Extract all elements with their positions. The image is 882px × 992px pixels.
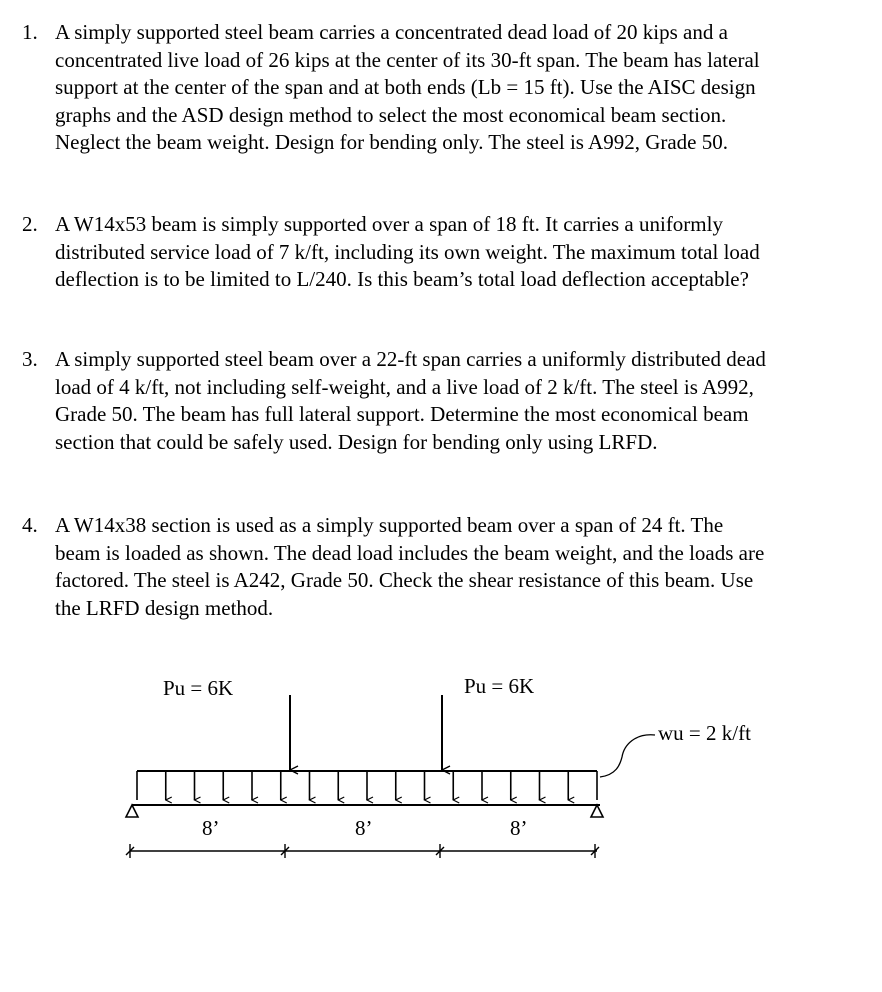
problem-number: 1. [22,20,38,44]
left-support-icon [126,805,138,817]
problem-text: A W14x53 beam is simply supported over a span of 18 ft. It carries a uniformly distributed service load of 7 k/ft, including its own weight. The maximum total load deflection is to be limited to L/240. Is this beam’s total load deflection acceptable? [55,212,760,291]
problem-text: A simply supported steel beam over a 22-ft span carries a uniformly distributed dead load of 4 k/ft, not including self-weight, and a live load of 2 k/ft. The steel is A992, Grade 50. The beam has full lateral support. Determine the most economical beam section that could be safely used. Design for bending only using LRFD. [55,347,766,454]
right-support-icon [591,805,603,817]
point-load-right-label: Pu = 6K [464,674,535,698]
beam-loading-diagram [110,665,810,875]
problem-text: A simply supported steel beam carries a concentrated dead load of 20 kips and a concentrated live load of 26 kips at the center of its 30-ft span. The beam has lateral support at the center of the span and at both ends (Lb = 15 ft). Use the AISC design graphs and the ASD design method to select the most economical beam section. Neglect the beam weight. Design for bending only. The steel is A992, Grade 50. [55,20,760,154]
span-label-1: 8’ [202,816,220,840]
problem-text: A W14x38 section is used as a simply supported beam over a span of 24 ft. The beam is loaded as shown. The dead load includes the beam weight, and the loads are factored. The steel is A242, Grade 50. Check the shear resistance of this beam. Use the LRFD design method. [55,513,765,620]
span-label-3: 8’ [510,816,528,840]
distributed-load-leader [600,735,655,777]
span-label-2: 8’ [355,816,373,840]
distributed-load-arrows [137,771,597,800]
problem-number: 4. [22,513,38,537]
point-load-left-label: Pu = 6K [163,676,234,700]
problem-number: 3. [22,347,38,371]
problem-number: 2. [22,212,38,236]
distributed-load-label: wu = 2 k/ft [658,721,751,745]
